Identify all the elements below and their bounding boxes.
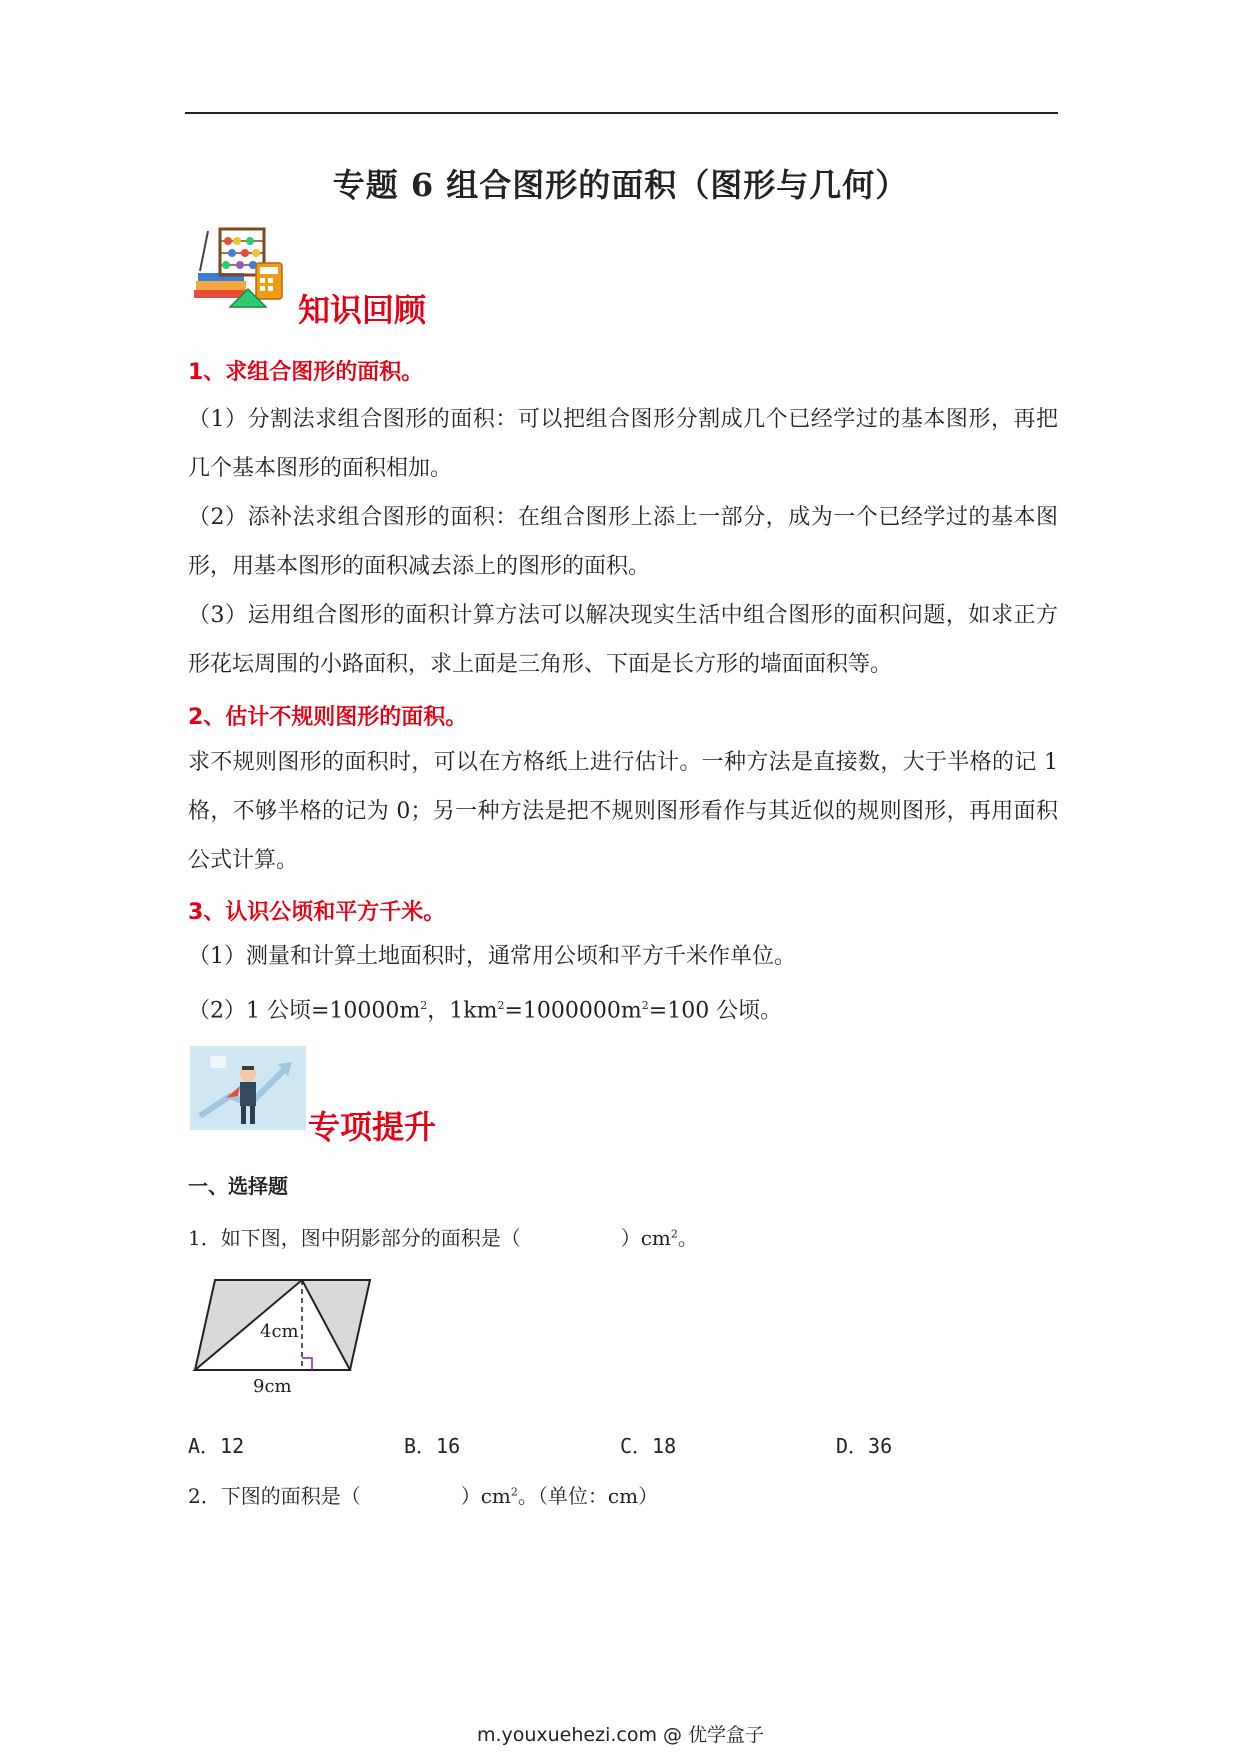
section-title-practice: 专项提升: [308, 1108, 437, 1146]
abacus-books-icon: [190, 223, 286, 309]
point-body-2: [188, 738, 1058, 885]
point-heading-2: 2、估计不规则图形的面积。: [188, 705, 468, 730]
height-label: 4cm: [260, 1321, 299, 1342]
question-1: 1．如下图，图中阴影部分的面积是（ ）$cm^2$。: [188, 1226, 698, 1250]
footer-watermark: m.youxuehezi.com @ 优学盒子: [476, 1724, 765, 1746]
section-title-review: 知识回顾: [298, 291, 427, 329]
page-title: 专题 6 组合图形的面积（图形与几何）: [332, 166, 909, 204]
option-d[interactable]: D．36: [836, 1434, 893, 1458]
question-2: 2．下图的面积是（ ）$cm^2$。（单位：cm）: [188, 1484, 659, 1508]
option-b[interactable]: B．16: [404, 1434, 461, 1458]
point-line: （1）分割法求组合图形的面积：可以把组合图形分割成几个已经学过的基本图形，再把几个基本图形的面积相加。: [188, 407, 1058, 481]
point-heading-1: 1、求组合图形的面积。: [188, 360, 424, 385]
point-heading-3: 3、认识公顷和平方千米。: [188, 900, 446, 925]
point-line: 求不规则图形的面积时，可以在方格纸上进行估计。一种方法是直接数，大于半格的记 1 格，不够半格的记为 0；另一种方法是把不规则图形看作与其近似的规则图形，再用面积公式计算。: [188, 750, 1058, 873]
option-c[interactable]: C．18: [620, 1434, 677, 1458]
questions-heading: 一、选择题: [188, 1174, 288, 1198]
base-label: 9cm: [253, 1376, 292, 1395]
unit-line: （2）1 公顷$=10000m^2$，$1km^2=1000000m^2=100$ 公顷。: [188, 998, 783, 1024]
point-line: （3）运用组合图形的面积计算方法可以解决现实生活中组合图形的面积问题，如求正方形花坛周围的小路面积，求上面是三角形、下面是长方形的墙面面积等。: [188, 603, 1058, 677]
header-rule: [185, 112, 1058, 114]
point-line: （2）添补法求组合图形的面积：在组合图形上添上一部分，成为一个已经学过的基本图形，用基本图形的面积减去添上的图形的面积。: [188, 505, 1058, 579]
point-line: （1）测量和计算土地面积时，通常用公顷和平方千米作单位。: [188, 944, 796, 969]
parallelogram-figure: [190, 1270, 380, 1395]
option-a[interactable]: A．12: [188, 1434, 245, 1458]
point-body-3: [188, 932, 1058, 1035]
progress-person-icon: [190, 1046, 306, 1130]
point-body-1: [188, 395, 1058, 689]
